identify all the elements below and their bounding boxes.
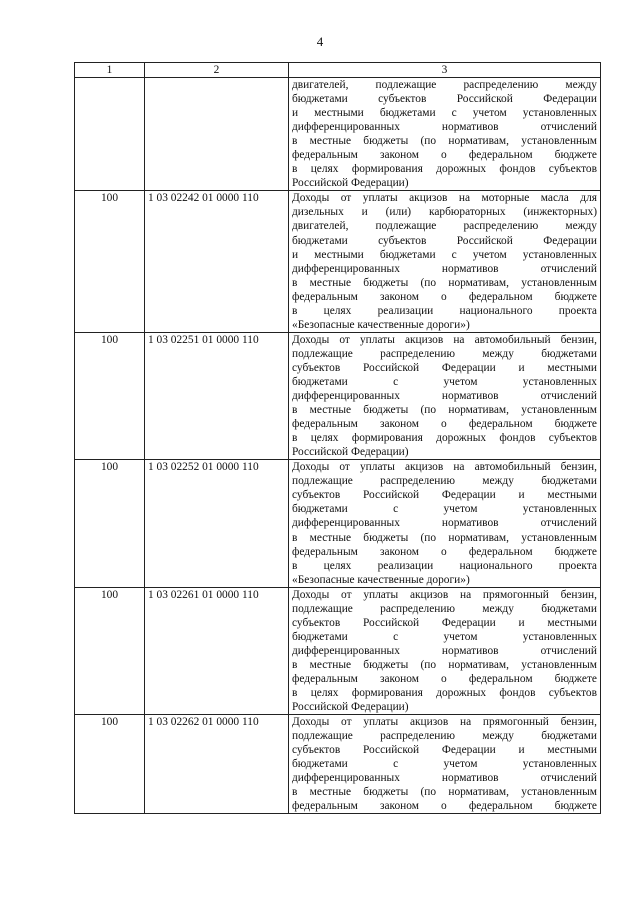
description-line: бюджетами субъектов Российской Федерации: [292, 234, 597, 247]
budget-code-cell: 1 03 02251 01 0000 110: [145, 332, 289, 459]
description-cell: [289, 587, 601, 714]
description-line: бюджетами субъектов Российской Федерации: [292, 93, 597, 106]
table-row: [75, 191, 601, 332]
table-row: [75, 332, 601, 459]
description-cell: [289, 460, 601, 587]
budget-code-cell: 1 03 02261 01 0000 110: [145, 587, 289, 714]
description-line: Доходы от уплаты акцизов на моторные масла для: [292, 192, 597, 205]
description-line: Доходы от уплаты акцизов на прямогонный бензин,: [292, 588, 597, 601]
description-line: дизельных и (или) карбюраторных (инжекторных): [292, 206, 597, 219]
table-row: [75, 587, 601, 714]
description-line: подлежащие распределению между бюджетами: [292, 475, 597, 488]
description-line: «Безопасные качественные дороги»): [292, 573, 470, 586]
column-header-2: 2: [145, 63, 289, 78]
description-line: субъектов Российской Федерации и местными: [292, 616, 597, 629]
table-row: [75, 715, 601, 814]
admin-code-cell: [75, 78, 145, 191]
revenue-codes-table: [74, 62, 601, 814]
description-line: федеральным законом о федеральном бюджете: [292, 290, 597, 303]
description-line: дифференцированных нормативов отчислений: [292, 262, 597, 275]
description-cell: [289, 78, 601, 191]
budget-code-cell: [145, 78, 289, 191]
budget-code-cell: 1 03 02262 01 0000 110: [145, 715, 289, 814]
column-header-1: 1: [75, 63, 145, 78]
description-line: бюджетами с учетом установленных: [292, 758, 597, 771]
budget-code-cell: 1 03 02252 01 0000 110: [145, 460, 289, 587]
description-line: подлежащие распределению между бюджетами: [292, 602, 597, 615]
description-line: дифференцированных нормативов отчислений: [292, 772, 597, 785]
description-line: в целях реализации национального проекта: [292, 304, 597, 317]
description-line: в местные бюджеты (по нормативам, установленным: [292, 404, 597, 417]
description-line: в целях реализации национального проекта: [292, 559, 597, 572]
description-line: федеральным законом о федеральном бюджете: [292, 800, 597, 813]
description-line: двигателей, подлежащие распределению между: [292, 220, 597, 233]
description-line: федеральным законом о федеральном бюджете: [292, 672, 597, 685]
description-line: Доходы от уплаты акцизов на прямогонный бензин,: [292, 716, 597, 729]
description-line: подлежащие распределению между бюджетами: [292, 730, 597, 743]
description-line: субъектов Российской Федерации и местными: [292, 489, 597, 502]
description-line: в местные бюджеты (по нормативам, установленным: [292, 135, 597, 148]
description-line: и местными бюджетами с учетом установленных: [292, 248, 597, 261]
description-line: дифференцированных нормативов отчислений: [292, 121, 597, 134]
table-row-continuation: [75, 78, 601, 191]
description-line: федеральным законом о федеральном бюджете: [292, 149, 597, 162]
description-line: дифференцированных нормативов отчислений: [292, 390, 597, 403]
admin-code-cell: 100: [75, 587, 145, 714]
description-line: Российской Федерации): [292, 177, 409, 190]
description-line: в местные бюджеты (по нормативам, установленным: [292, 531, 597, 544]
description-line: бюджетами с учетом установленных: [292, 630, 597, 643]
description-line: субъектов Российской Федерации и местными: [292, 744, 597, 757]
description-line: дифференцированных нормативов отчислений: [292, 644, 597, 657]
description-line: субъектов Российской Федерации и местными: [292, 361, 597, 374]
description-line: Доходы от уплаты акцизов на автомобильный бензин,: [292, 333, 597, 346]
admin-code-cell: 100: [75, 715, 145, 814]
description-cell: [289, 191, 601, 332]
description-line: в целях формирования дорожных фондов субъектов: [292, 163, 597, 176]
description-line: в местные бюджеты (по нормативам, установленным: [292, 786, 597, 799]
table-row: [75, 460, 601, 587]
description-cell: [289, 715, 601, 814]
description-line: и местными бюджетами с учетом установленных: [292, 107, 597, 120]
description-line: в местные бюджеты (по нормативам, установленным: [292, 658, 597, 671]
description-line: Российской Федерации): [292, 446, 409, 459]
description-line: двигателей, подлежащие распределению между: [292, 79, 597, 91]
table-body: [75, 78, 601, 814]
description-line: бюджетами с учетом установленных: [292, 503, 597, 516]
table-header-row: [75, 63, 601, 78]
description-line: в целях формирования дорожных фондов субъектов: [292, 687, 597, 700]
admin-code-cell: 100: [75, 191, 145, 332]
description-cell: [289, 332, 601, 459]
budget-code-cell: 1 03 02242 01 0000 110: [145, 191, 289, 332]
description-line: в целях формирования дорожных фондов субъектов: [292, 432, 597, 445]
description-line: федеральным законом о федеральном бюджете: [292, 418, 597, 431]
admin-code-cell: 100: [75, 460, 145, 587]
page-number: 4: [316, 34, 324, 49]
description-line: Доходы от уплаты акцизов на автомобильный бензин,: [292, 461, 597, 474]
description-line: федеральным законом о федеральном бюджете: [292, 545, 597, 558]
description-line: в местные бюджеты (по нормативам, установленным: [292, 276, 597, 289]
column-header-3: 3: [289, 63, 601, 78]
admin-code-cell: 100: [75, 332, 145, 459]
description-line: «Безопасные качественные дороги»): [292, 318, 470, 331]
description-line: дифференцированных нормативов отчислений: [292, 517, 597, 530]
description-line: бюджетами с учетом установленных: [292, 375, 597, 388]
description-line: Российской Федерации): [292, 701, 409, 714]
description-line: подлежащие распределению между бюджетами: [292, 347, 597, 360]
